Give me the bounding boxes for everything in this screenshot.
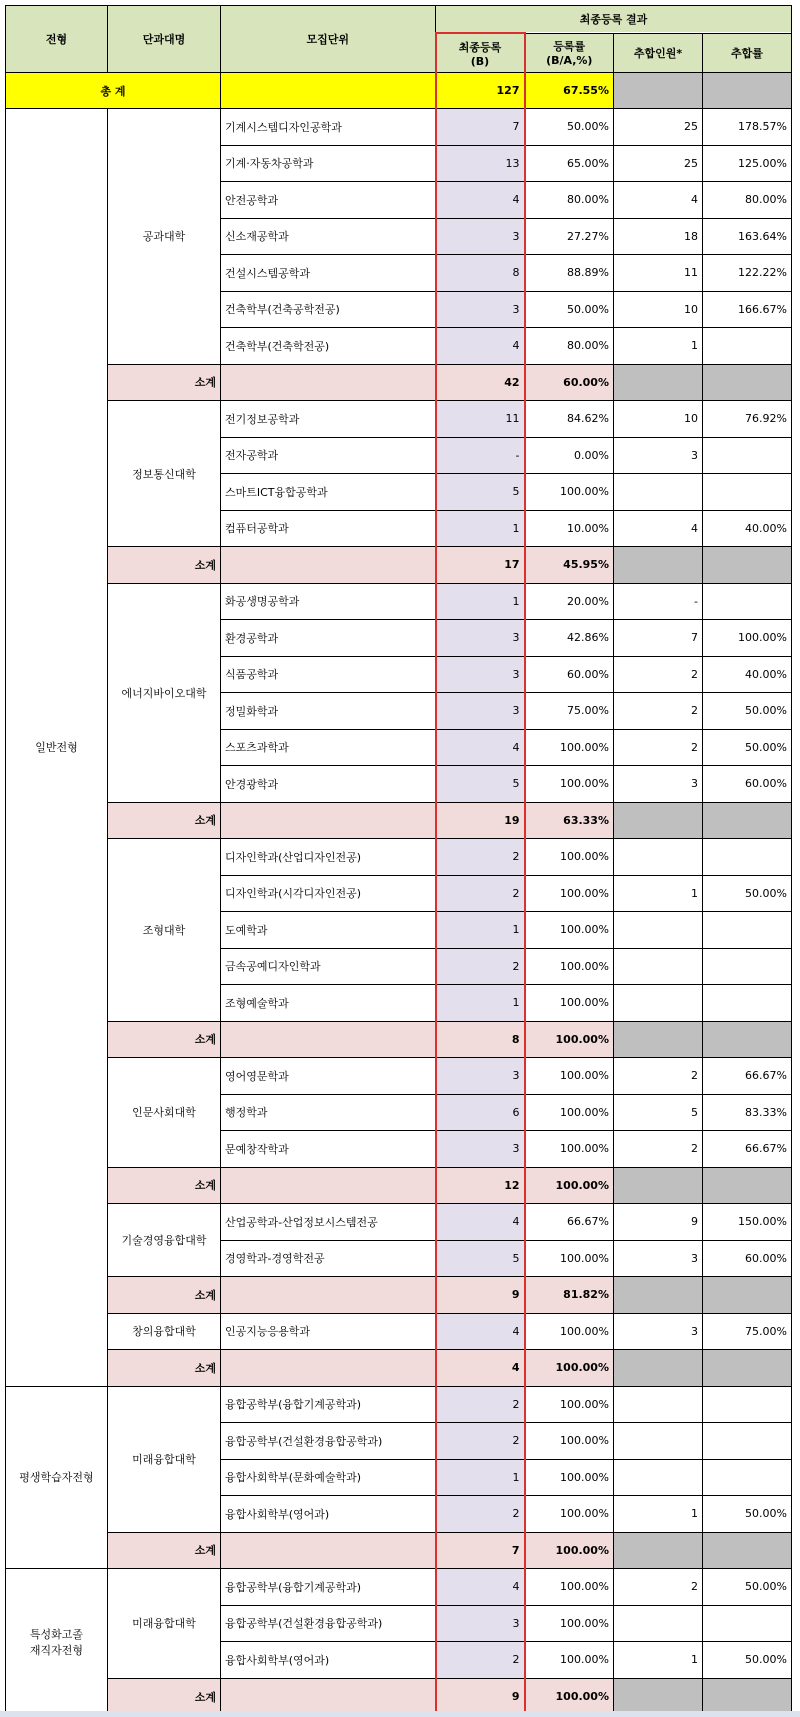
subtotal-extra-rate bbox=[703, 802, 792, 839]
final-reg-cell: 5 bbox=[436, 474, 525, 511]
extra-count-cell bbox=[614, 1386, 703, 1423]
reg-rate-cell: 100.00% bbox=[525, 729, 614, 766]
final-reg-cell: 3 bbox=[436, 1058, 525, 1095]
reg-rate-cell: 100.00% bbox=[525, 912, 614, 949]
subtotal-rate: 60.00% bbox=[525, 364, 614, 401]
unit-cell: 전자공학과 bbox=[221, 437, 436, 474]
reg-rate-cell: 100.00% bbox=[525, 474, 614, 511]
extra-rate-cell: 100.00% bbox=[703, 620, 792, 657]
reg-rate-cell: 100.00% bbox=[525, 1496, 614, 1533]
subtotal-empty bbox=[221, 802, 436, 839]
reg-rate-cell: 100.00% bbox=[525, 766, 614, 803]
extra-rate-cell bbox=[703, 474, 792, 511]
reg-rate-cell: 100.00% bbox=[525, 839, 614, 876]
extra-rate-cell: 50.00% bbox=[703, 1569, 792, 1606]
grand-total-row bbox=[6, 73, 792, 109]
subtotal-extra bbox=[614, 1021, 703, 1058]
reg-rate-cell: 20.00% bbox=[525, 583, 614, 620]
extra-rate-cell bbox=[703, 1459, 792, 1496]
unit-cell: 금속공예디자인학과 bbox=[221, 948, 436, 985]
unit-cell: 화공생명공학과 bbox=[221, 583, 436, 620]
final-reg-cell: 3 bbox=[436, 1131, 525, 1168]
extra-rate-cell: 50.00% bbox=[703, 1642, 792, 1679]
header-unit: 모집단위 bbox=[221, 6, 436, 73]
final-reg-cell: 3 bbox=[436, 693, 525, 730]
extra-count-cell: 4 bbox=[614, 510, 703, 547]
grand-total-empty bbox=[221, 73, 436, 109]
final-reg-cell: 1 bbox=[436, 583, 525, 620]
table-body bbox=[6, 73, 792, 1716]
unit-cell: 안전공학과 bbox=[221, 182, 436, 219]
unit-cell: 기계시스템디자인공학과 bbox=[221, 109, 436, 146]
extra-count-cell: 18 bbox=[614, 218, 703, 255]
unit-cell: 경영학과-경영학전공 bbox=[221, 1240, 436, 1277]
subtotal-label: 소계 bbox=[108, 364, 221, 401]
final-reg-cell: 4 bbox=[436, 1313, 525, 1350]
reg-rate-cell: 80.00% bbox=[525, 328, 614, 365]
unit-cell: 융합공학부(융합기계공학과) bbox=[221, 1569, 436, 1606]
extra-count-cell bbox=[614, 474, 703, 511]
extra-rate-cell: 60.00% bbox=[703, 1240, 792, 1277]
subtotal-reg: 42 bbox=[436, 364, 525, 401]
type-cell: 평생학습자전형 bbox=[6, 1386, 108, 1569]
unit-cell: 건설시스템공학과 bbox=[221, 255, 436, 292]
extra-count-cell: 2 bbox=[614, 693, 703, 730]
subtotal-label: 소계 bbox=[108, 1167, 221, 1204]
unit-cell: 신소재공학과 bbox=[221, 218, 436, 255]
final-reg-cell: 1 bbox=[436, 985, 525, 1022]
subtotal-extra-rate bbox=[703, 1350, 792, 1387]
final-reg-cell: 3 bbox=[436, 291, 525, 328]
final-reg-cell: - bbox=[436, 437, 525, 474]
subtotal-reg: 7 bbox=[436, 1532, 525, 1569]
college-cell: 정보통신대학 bbox=[108, 401, 221, 547]
extra-count-cell: 3 bbox=[614, 437, 703, 474]
subtotal-reg: 4 bbox=[436, 1350, 525, 1387]
final-reg-cell: 3 bbox=[436, 1605, 525, 1642]
unit-cell: 스마트ICT융합공학과 bbox=[221, 474, 436, 511]
unit-cell: 조형예술학과 bbox=[221, 985, 436, 1022]
extra-count-cell: 4 bbox=[614, 182, 703, 219]
subtotal-empty bbox=[221, 1678, 436, 1715]
reg-rate-cell: 100.00% bbox=[525, 1605, 614, 1642]
subtotal-reg: 17 bbox=[436, 547, 525, 584]
subtotal-extra-rate bbox=[703, 1277, 792, 1314]
extra-rate-cell bbox=[703, 912, 792, 949]
unit-cell: 건축학부(건축학전공) bbox=[221, 328, 436, 365]
extra-rate-cell: 163.64% bbox=[703, 218, 792, 255]
extra-count-cell: 2 bbox=[614, 656, 703, 693]
extra-count-cell bbox=[614, 839, 703, 876]
reg-rate-cell: 50.00% bbox=[525, 291, 614, 328]
extra-count-cell bbox=[614, 912, 703, 949]
unit-cell: 산업공학과-산업정보시스템전공 bbox=[221, 1204, 436, 1241]
subtotal-row bbox=[6, 1678, 792, 1715]
subtotal-label: 소계 bbox=[108, 547, 221, 584]
extra-count-cell bbox=[614, 1605, 703, 1642]
subtotal-extra bbox=[614, 547, 703, 584]
extra-count-cell: 3 bbox=[614, 766, 703, 803]
college-cell: 인문사회대학 bbox=[108, 1058, 221, 1168]
final-reg-cell: 7 bbox=[436, 109, 525, 146]
subtotal-extra bbox=[614, 1532, 703, 1569]
unit-cell: 정밀화학과 bbox=[221, 693, 436, 730]
extra-rate-cell bbox=[703, 948, 792, 985]
extra-count-cell: 1 bbox=[614, 1642, 703, 1679]
subtotal-extra-rate bbox=[703, 1021, 792, 1058]
subtotal-extra-rate bbox=[703, 547, 792, 584]
reg-rate-cell: 100.00% bbox=[525, 948, 614, 985]
college-cell: 에너지바이오대학 bbox=[108, 583, 221, 802]
extra-count-cell: 7 bbox=[614, 620, 703, 657]
subtotal-rate: 100.00% bbox=[525, 1350, 614, 1387]
unit-cell: 디자인학과(시각디자인전공) bbox=[221, 875, 436, 912]
unit-cell: 융합사회학부(영어과) bbox=[221, 1496, 436, 1533]
extra-count-cell: 2 bbox=[614, 1569, 703, 1606]
subtotal-rate: 100.00% bbox=[525, 1532, 614, 1569]
college-cell: 조형대학 bbox=[108, 839, 221, 1022]
subtotal-row bbox=[6, 1021, 792, 1058]
extra-rate-cell bbox=[703, 839, 792, 876]
reg-rate-cell: 88.89% bbox=[525, 255, 614, 292]
reg-rate-cell: 42.86% bbox=[525, 620, 614, 657]
subtotal-empty bbox=[221, 1350, 436, 1387]
subtotal-label: 소계 bbox=[108, 1678, 221, 1715]
table-row bbox=[6, 1313, 792, 1350]
unit-cell: 융합공학부(건설환경융합공학과) bbox=[221, 1605, 436, 1642]
extra-count-cell: 5 bbox=[614, 1094, 703, 1131]
subtotal-extra bbox=[614, 1678, 703, 1715]
subtotal-rate: 100.00% bbox=[525, 1021, 614, 1058]
unit-cell: 디자인학과(산업디자인전공) bbox=[221, 839, 436, 876]
reg-rate-cell: 100.00% bbox=[525, 1642, 614, 1679]
header-extra-rate: 추합률 bbox=[703, 33, 792, 73]
reg-rate-cell: 75.00% bbox=[525, 693, 614, 730]
extra-rate-cell bbox=[703, 583, 792, 620]
extra-count-cell: 3 bbox=[614, 1313, 703, 1350]
subtotal-row bbox=[6, 1350, 792, 1387]
reg-rate-cell: 100.00% bbox=[525, 985, 614, 1022]
extra-count-cell bbox=[614, 1459, 703, 1496]
unit-cell: 건축학부(건축공학전공) bbox=[221, 291, 436, 328]
extra-count-cell: 1 bbox=[614, 1496, 703, 1533]
extra-rate-cell: 83.33% bbox=[703, 1094, 792, 1131]
grand-total-rate: 67.55% bbox=[525, 73, 614, 109]
type-cell: 일반전형 bbox=[6, 109, 108, 1387]
final-reg-cell: 1 bbox=[436, 912, 525, 949]
final-reg-cell: 4 bbox=[436, 328, 525, 365]
extra-rate-cell bbox=[703, 1605, 792, 1642]
final-reg-cell: 3 bbox=[436, 620, 525, 657]
final-reg-cell: 5 bbox=[436, 766, 525, 803]
header-result-group: 최종등록 결과 bbox=[436, 6, 792, 34]
admission-results-table bbox=[5, 5, 792, 1716]
extra-count-cell: 3 bbox=[614, 1240, 703, 1277]
college-cell: 기술경영융합대학 bbox=[108, 1204, 221, 1277]
final-reg-cell: 2 bbox=[436, 1642, 525, 1679]
subtotal-label: 소계 bbox=[108, 1350, 221, 1387]
unit-cell: 문예창작학과 bbox=[221, 1131, 436, 1168]
extra-rate-cell: 76.92% bbox=[703, 401, 792, 438]
subtotal-rate: 100.00% bbox=[525, 1678, 614, 1715]
extra-count-cell: 2 bbox=[614, 729, 703, 766]
extra-rate-cell bbox=[703, 1423, 792, 1460]
subtotal-row bbox=[6, 1277, 792, 1314]
college-cell: 미래융합대학 bbox=[108, 1569, 221, 1679]
extra-rate-cell: 60.00% bbox=[703, 766, 792, 803]
extra-rate-cell: 50.00% bbox=[703, 729, 792, 766]
final-reg-cell: 4 bbox=[436, 1204, 525, 1241]
extra-count-cell: 1 bbox=[614, 328, 703, 365]
college-cell: 미래융합대학 bbox=[108, 1386, 221, 1532]
extra-rate-cell: 166.67% bbox=[703, 291, 792, 328]
extra-count-cell: 11 bbox=[614, 255, 703, 292]
subtotal-row bbox=[6, 1532, 792, 1569]
final-reg-cell: 11 bbox=[436, 401, 525, 438]
type-cell: 특성화고졸 재직자전형 bbox=[6, 1569, 108, 1716]
extra-rate-cell: 50.00% bbox=[703, 875, 792, 912]
reg-rate-cell: 100.00% bbox=[525, 1569, 614, 1606]
extra-rate-cell: 75.00% bbox=[703, 1313, 792, 1350]
header-college: 단과대명 bbox=[108, 6, 221, 73]
reg-rate-cell: 100.00% bbox=[525, 1094, 614, 1131]
reg-rate-cell: 100.00% bbox=[525, 1313, 614, 1350]
subtotal-extra-rate bbox=[703, 364, 792, 401]
extra-rate-cell: 66.67% bbox=[703, 1058, 792, 1095]
bottom-strip bbox=[0, 1711, 800, 1717]
unit-cell: 융합사회학부(영어과) bbox=[221, 1642, 436, 1679]
unit-cell: 전기정보공학과 bbox=[221, 401, 436, 438]
table-row bbox=[6, 1386, 792, 1423]
grand-total-extra-rate bbox=[703, 73, 792, 109]
reg-rate-cell: 10.00% bbox=[525, 510, 614, 547]
extra-count-cell: 25 bbox=[614, 109, 703, 146]
subtotal-extra-rate bbox=[703, 1167, 792, 1204]
final-reg-cell: 2 bbox=[436, 1496, 525, 1533]
subtotal-extra bbox=[614, 1277, 703, 1314]
unit-cell: 식품공학과 bbox=[221, 656, 436, 693]
extra-rate-cell: 80.00% bbox=[703, 182, 792, 219]
unit-cell: 스포츠과학과 bbox=[221, 729, 436, 766]
subtotal-rate: 45.95% bbox=[525, 547, 614, 584]
extra-count-cell: - bbox=[614, 583, 703, 620]
extra-count-cell: 1 bbox=[614, 875, 703, 912]
final-reg-cell: 4 bbox=[436, 1569, 525, 1606]
college-cell: 공과대학 bbox=[108, 109, 221, 365]
subtotal-extra-rate bbox=[703, 1532, 792, 1569]
grand-total-label: 총 계 bbox=[6, 73, 221, 109]
subtotal-label: 소계 bbox=[108, 1532, 221, 1569]
final-reg-cell: 13 bbox=[436, 145, 525, 182]
table-header bbox=[6, 6, 792, 73]
subtotal-extra bbox=[614, 364, 703, 401]
header-extra-count: 추합인원* bbox=[614, 33, 703, 73]
subtotal-label: 소계 bbox=[108, 802, 221, 839]
reg-rate-cell: 66.67% bbox=[525, 1204, 614, 1241]
extra-rate-cell bbox=[703, 328, 792, 365]
reg-rate-cell: 100.00% bbox=[525, 1459, 614, 1496]
extra-count-cell: 2 bbox=[614, 1131, 703, 1168]
final-reg-cell: 4 bbox=[436, 729, 525, 766]
subtotal-empty bbox=[221, 1021, 436, 1058]
table-row bbox=[6, 401, 792, 438]
final-reg-cell: 8 bbox=[436, 255, 525, 292]
unit-cell: 인공지능응용학과 bbox=[221, 1313, 436, 1350]
extra-count-cell: 25 bbox=[614, 145, 703, 182]
table-row bbox=[6, 1204, 792, 1241]
final-reg-cell: 1 bbox=[436, 1459, 525, 1496]
extra-count-cell: 2 bbox=[614, 1058, 703, 1095]
reg-rate-cell: 100.00% bbox=[525, 1423, 614, 1460]
subtotal-row bbox=[6, 1167, 792, 1204]
subtotal-rate: 63.33% bbox=[525, 802, 614, 839]
reg-rate-cell: 65.00% bbox=[525, 145, 614, 182]
table-row bbox=[6, 1569, 792, 1606]
reg-rate-cell: 100.00% bbox=[525, 875, 614, 912]
extra-rate-cell: 150.00% bbox=[703, 1204, 792, 1241]
reg-rate-cell: 0.00% bbox=[525, 437, 614, 474]
subtotal-label: 소계 bbox=[108, 1021, 221, 1058]
subtotal-reg: 12 bbox=[436, 1167, 525, 1204]
extra-rate-cell bbox=[703, 1386, 792, 1423]
grand-total-count: 127 bbox=[436, 73, 525, 109]
reg-rate-cell: 60.00% bbox=[525, 656, 614, 693]
final-reg-cell: 1 bbox=[436, 510, 525, 547]
extra-count-cell: 9 bbox=[614, 1204, 703, 1241]
unit-cell: 융합공학부(융합기계공학과) bbox=[221, 1386, 436, 1423]
subtotal-extra bbox=[614, 1350, 703, 1387]
subtotal-reg: 8 bbox=[436, 1021, 525, 1058]
subtotal-row bbox=[6, 802, 792, 839]
final-reg-cell: 2 bbox=[436, 875, 525, 912]
subtotal-rate: 81.82% bbox=[525, 1277, 614, 1314]
final-reg-cell: 3 bbox=[436, 218, 525, 255]
unit-cell: 행정학과 bbox=[221, 1094, 436, 1131]
subtotal-extra-rate bbox=[703, 1678, 792, 1715]
reg-rate-cell: 27.27% bbox=[525, 218, 614, 255]
extra-count-cell bbox=[614, 948, 703, 985]
subtotal-reg: 9 bbox=[436, 1277, 525, 1314]
table-row bbox=[6, 839, 792, 876]
reg-rate-cell: 100.00% bbox=[525, 1058, 614, 1095]
final-reg-cell: 2 bbox=[436, 1386, 525, 1423]
extra-rate-cell bbox=[703, 437, 792, 474]
subtotal-extra bbox=[614, 1167, 703, 1204]
table-row bbox=[6, 109, 792, 146]
unit-cell: 안경광학과 bbox=[221, 766, 436, 803]
extra-rate-cell: 40.00% bbox=[703, 656, 792, 693]
header-type: 전형 bbox=[6, 6, 108, 73]
extra-rate-cell: 50.00% bbox=[703, 693, 792, 730]
final-reg-cell: 2 bbox=[436, 1423, 525, 1460]
extra-rate-cell bbox=[703, 985, 792, 1022]
unit-cell: 컴퓨터공학과 bbox=[221, 510, 436, 547]
reg-rate-cell: 100.00% bbox=[525, 1386, 614, 1423]
extra-count-cell: 10 bbox=[614, 401, 703, 438]
extra-rate-cell: 125.00% bbox=[703, 145, 792, 182]
final-reg-cell: 6 bbox=[436, 1094, 525, 1131]
unit-cell: 도예학과 bbox=[221, 912, 436, 949]
extra-count-cell: 10 bbox=[614, 291, 703, 328]
subtotal-empty bbox=[221, 1532, 436, 1569]
extra-rate-cell: 66.67% bbox=[703, 1131, 792, 1168]
reg-rate-cell: 84.62% bbox=[525, 401, 614, 438]
subtotal-row bbox=[6, 364, 792, 401]
unit-cell: 융합공학부(건설환경융합공학과) bbox=[221, 1423, 436, 1460]
unit-cell: 영어영문학과 bbox=[221, 1058, 436, 1095]
reg-rate-cell: 80.00% bbox=[525, 182, 614, 219]
extra-count-cell bbox=[614, 1423, 703, 1460]
unit-cell: 융합사회학부(문화예술학과) bbox=[221, 1459, 436, 1496]
subtotal-empty bbox=[221, 1277, 436, 1314]
extra-rate-cell: 122.22% bbox=[703, 255, 792, 292]
final-reg-cell: 2 bbox=[436, 948, 525, 985]
college-cell: 창의융합대학 bbox=[108, 1313, 221, 1350]
final-reg-cell: 5 bbox=[436, 1240, 525, 1277]
final-reg-cell: 3 bbox=[436, 656, 525, 693]
subtotal-row bbox=[6, 547, 792, 584]
subtotal-reg: 9 bbox=[436, 1678, 525, 1715]
subtotal-label: 소계 bbox=[108, 1277, 221, 1314]
table-row bbox=[6, 1058, 792, 1095]
table-row bbox=[6, 583, 792, 620]
header-reg-rate: 등록률 (B/A,%) bbox=[525, 33, 614, 73]
subtotal-extra bbox=[614, 802, 703, 839]
reg-rate-cell: 100.00% bbox=[525, 1240, 614, 1277]
header-final-reg: 최종등록 (B) bbox=[436, 33, 525, 73]
subtotal-empty bbox=[221, 1167, 436, 1204]
extra-count-cell bbox=[614, 985, 703, 1022]
reg-rate-cell: 100.00% bbox=[525, 1131, 614, 1168]
extra-rate-cell: 40.00% bbox=[703, 510, 792, 547]
subtotal-rate: 100.00% bbox=[525, 1167, 614, 1204]
extra-rate-cell: 178.57% bbox=[703, 109, 792, 146]
final-reg-cell: 4 bbox=[436, 182, 525, 219]
subtotal-empty bbox=[221, 547, 436, 584]
subtotal-empty bbox=[221, 364, 436, 401]
grand-total-extra bbox=[614, 73, 703, 109]
final-reg-cell: 2 bbox=[436, 839, 525, 876]
subtotal-reg: 19 bbox=[436, 802, 525, 839]
extra-rate-cell: 50.00% bbox=[703, 1496, 792, 1533]
unit-cell: 환경공학과 bbox=[221, 620, 436, 657]
unit-cell: 기계·자동차공학과 bbox=[221, 145, 436, 182]
reg-rate-cell: 50.00% bbox=[525, 109, 614, 146]
